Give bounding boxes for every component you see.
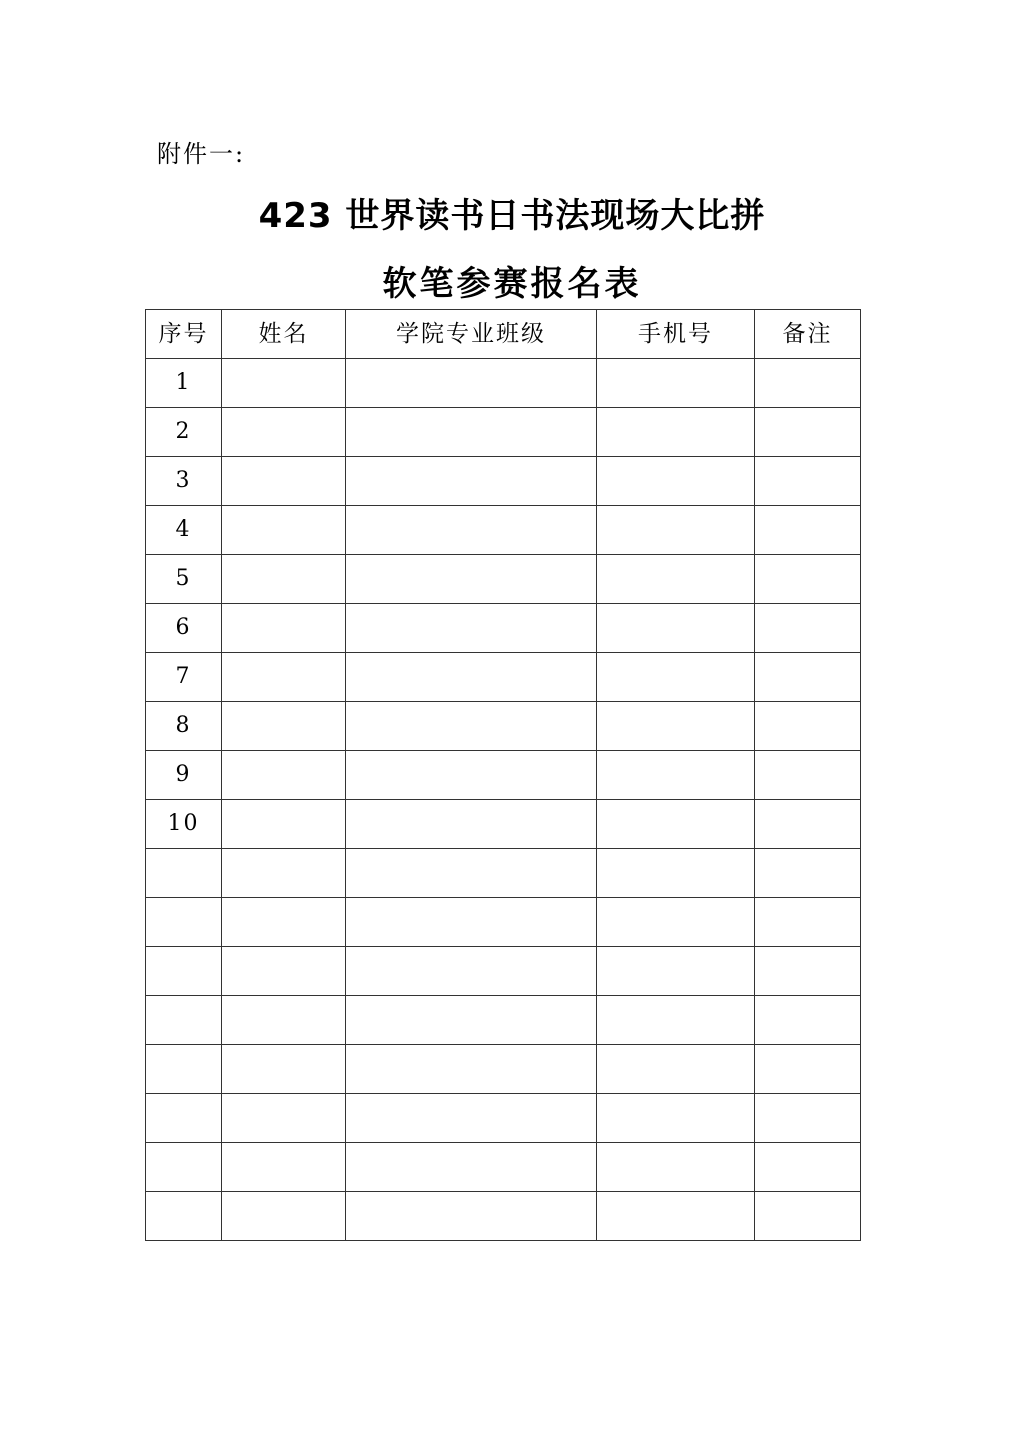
table-row bbox=[146, 947, 861, 996]
cell-phone[interactable] bbox=[597, 653, 755, 702]
cell-phone[interactable] bbox=[597, 996, 755, 1045]
cell-phone[interactable] bbox=[597, 604, 755, 653]
cell-name[interactable] bbox=[222, 555, 346, 604]
cell-index bbox=[146, 1094, 222, 1143]
cell-index: 9 bbox=[146, 751, 222, 800]
cell-remarks[interactable] bbox=[755, 947, 861, 996]
header-name: 姓名 bbox=[222, 310, 346, 359]
cell-index: 2 bbox=[146, 408, 222, 457]
table-row bbox=[146, 457, 861, 506]
cell-college-major-class[interactable] bbox=[346, 604, 597, 653]
cell-phone[interactable] bbox=[597, 751, 755, 800]
cell-name[interactable] bbox=[222, 702, 346, 751]
cell-phone[interactable] bbox=[597, 359, 755, 408]
cell-index bbox=[146, 947, 222, 996]
table-row bbox=[146, 359, 861, 408]
cell-name[interactable] bbox=[222, 1094, 346, 1143]
table-row bbox=[146, 800, 861, 849]
header-phone: 手机号 bbox=[597, 310, 755, 359]
table-row bbox=[146, 604, 861, 653]
table-row bbox=[146, 506, 861, 555]
cell-phone[interactable] bbox=[597, 702, 755, 751]
cell-name[interactable] bbox=[222, 849, 346, 898]
cell-college-major-class[interactable] bbox=[346, 1045, 597, 1094]
cell-phone[interactable] bbox=[597, 1143, 755, 1192]
cell-index: 7 bbox=[146, 653, 222, 702]
cell-college-major-class[interactable] bbox=[346, 653, 597, 702]
cell-remarks[interactable] bbox=[755, 457, 861, 506]
cell-college-major-class[interactable] bbox=[346, 898, 597, 947]
cell-remarks[interactable] bbox=[755, 555, 861, 604]
cell-phone[interactable] bbox=[597, 506, 755, 555]
cell-college-major-class[interactable] bbox=[346, 359, 597, 408]
cell-remarks[interactable] bbox=[755, 702, 861, 751]
cell-index: 5 bbox=[146, 555, 222, 604]
cell-phone[interactable] bbox=[597, 1192, 755, 1241]
cell-name[interactable] bbox=[222, 408, 346, 457]
cell-phone[interactable] bbox=[597, 800, 755, 849]
cell-name[interactable] bbox=[222, 506, 346, 555]
cell-index: 10 bbox=[146, 800, 222, 849]
table-row bbox=[146, 653, 861, 702]
table-row bbox=[146, 849, 861, 898]
cell-name[interactable] bbox=[222, 1143, 346, 1192]
cell-college-major-class[interactable] bbox=[346, 702, 597, 751]
table-row bbox=[146, 1192, 861, 1241]
cell-remarks[interactable] bbox=[755, 800, 861, 849]
table-row bbox=[146, 702, 861, 751]
cell-college-major-class[interactable] bbox=[346, 1192, 597, 1241]
cell-college-major-class[interactable] bbox=[346, 1143, 597, 1192]
cell-name[interactable] bbox=[222, 898, 346, 947]
table-header-row bbox=[146, 310, 861, 359]
cell-index bbox=[146, 898, 222, 947]
cell-college-major-class[interactable] bbox=[346, 849, 597, 898]
cell-index bbox=[146, 849, 222, 898]
cell-remarks[interactable] bbox=[755, 408, 861, 457]
document-subtitle: 软笔参赛报名表 bbox=[382, 264, 642, 304]
cell-college-major-class[interactable] bbox=[346, 1094, 597, 1143]
registration-table bbox=[145, 309, 861, 1241]
cell-remarks[interactable] bbox=[755, 359, 861, 408]
cell-index: 8 bbox=[146, 702, 222, 751]
cell-phone[interactable] bbox=[597, 849, 755, 898]
cell-remarks[interactable] bbox=[755, 898, 861, 947]
cell-remarks[interactable] bbox=[755, 604, 861, 653]
table-row bbox=[146, 751, 861, 800]
cell-remarks[interactable] bbox=[755, 1192, 861, 1241]
cell-name[interactable] bbox=[222, 359, 346, 408]
cell-remarks[interactable] bbox=[755, 996, 861, 1045]
cell-phone[interactable] bbox=[597, 555, 755, 604]
cell-name[interactable] bbox=[222, 996, 346, 1045]
cell-college-major-class[interactable] bbox=[346, 751, 597, 800]
table-row bbox=[146, 1143, 861, 1192]
cell-remarks[interactable] bbox=[755, 751, 861, 800]
table-row bbox=[146, 555, 861, 604]
cell-name[interactable] bbox=[222, 653, 346, 702]
cell-index: 3 bbox=[146, 457, 222, 506]
cell-college-major-class[interactable] bbox=[346, 996, 597, 1045]
cell-index: 4 bbox=[146, 506, 222, 555]
cell-college-major-class[interactable] bbox=[346, 457, 597, 506]
cell-phone[interactable] bbox=[597, 408, 755, 457]
cell-name[interactable] bbox=[222, 1045, 346, 1094]
cell-remarks[interactable] bbox=[755, 849, 861, 898]
table-row bbox=[146, 996, 861, 1045]
cell-remarks[interactable] bbox=[755, 506, 861, 555]
cell-college-major-class[interactable] bbox=[346, 506, 597, 555]
header-index: 序号 bbox=[146, 310, 222, 359]
cell-college-major-class[interactable] bbox=[346, 947, 597, 996]
cell-index: 1 bbox=[146, 359, 222, 408]
cell-college-major-class[interactable] bbox=[346, 555, 597, 604]
table-row bbox=[146, 1094, 861, 1143]
cell-index bbox=[146, 1143, 222, 1192]
header-remarks: 备注 bbox=[755, 310, 861, 359]
cell-name[interactable] bbox=[222, 751, 346, 800]
header-college-major-class: 学院专业班级 bbox=[346, 310, 597, 359]
cell-name[interactable] bbox=[222, 947, 346, 996]
cell-index bbox=[146, 996, 222, 1045]
cell-college-major-class[interactable] bbox=[346, 800, 597, 849]
document-title: 423 世界读书日书法现场大比拼 bbox=[258, 196, 766, 236]
cell-phone[interactable] bbox=[597, 898, 755, 947]
cell-name[interactable] bbox=[222, 800, 346, 849]
cell-index: 6 bbox=[146, 604, 222, 653]
attachment-label: 附件一: bbox=[157, 140, 246, 168]
cell-index bbox=[146, 1192, 222, 1241]
cell-name[interactable] bbox=[222, 1192, 346, 1241]
cell-phone[interactable] bbox=[597, 1045, 755, 1094]
cell-phone[interactable] bbox=[597, 457, 755, 506]
table-row bbox=[146, 1045, 861, 1094]
cell-remarks[interactable] bbox=[755, 1094, 861, 1143]
table-row bbox=[146, 898, 861, 947]
table-row bbox=[146, 408, 861, 457]
cell-remarks[interactable] bbox=[755, 1045, 861, 1094]
cell-remarks[interactable] bbox=[755, 653, 861, 702]
cell-index bbox=[146, 1045, 222, 1094]
table-body bbox=[146, 359, 861, 1241]
cell-name[interactable] bbox=[222, 457, 346, 506]
cell-college-major-class[interactable] bbox=[346, 408, 597, 457]
cell-name[interactable] bbox=[222, 604, 346, 653]
cell-phone[interactable] bbox=[597, 1094, 755, 1143]
cell-remarks[interactable] bbox=[755, 1143, 861, 1192]
cell-phone[interactable] bbox=[597, 947, 755, 996]
